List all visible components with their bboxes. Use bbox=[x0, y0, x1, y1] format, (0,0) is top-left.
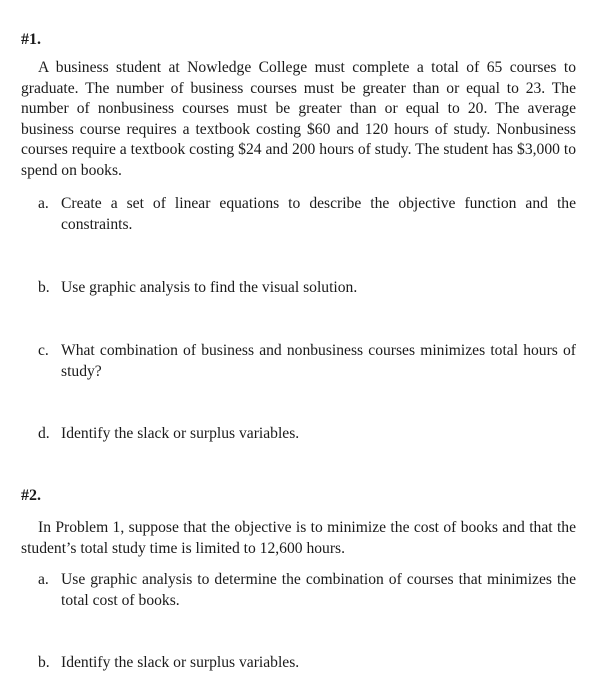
item-marker: d. bbox=[38, 425, 50, 442]
problem-2-item-b bbox=[38, 653, 576, 674]
item-text: Create a set of linear equations to describe the objective function and the constraints. bbox=[61, 195, 576, 233]
item-marker: c. bbox=[38, 342, 49, 359]
problem-2-item-a bbox=[38, 570, 576, 611]
item-text: Use graphic analysis to find the visual solution. bbox=[61, 279, 358, 296]
item-marker: b. bbox=[38, 279, 50, 296]
item-text: Identify the slack or surplus variables. bbox=[61, 654, 300, 671]
item-text: Use graphic analysis to determine the combination of courses that minimizes the total cost of books. bbox=[61, 571, 576, 609]
problem-1-heading: #1. bbox=[21, 31, 41, 48]
problem-1-item-c bbox=[38, 341, 576, 382]
item-text: What combination of business and nonbusiness courses minimizes total hours of study? bbox=[61, 342, 576, 380]
problem-1-item-a bbox=[38, 194, 576, 235]
item-marker: a. bbox=[38, 195, 49, 212]
item-marker: b. bbox=[38, 654, 50, 671]
problem-1-item-b bbox=[38, 278, 576, 299]
problem-2-intro: In Problem 1, suppose that the objective is to minimize the cost of books and that the student’s total study time is limited to 12,600 hours. bbox=[21, 519, 576, 557]
problem-1-item-d bbox=[38, 424, 576, 445]
problem-1-intro: A business student at Nowledge College must complete a total of 65 courses to graduate. The number of business courses must be greater than or equal to 23. The number of nonbusiness courses must be greater than or equal to 20. The average business course requires a textbook costing $60 and 120 hours of study. Nonbusiness courses require a textbook costing $24 and 200 hours of study. The student has $3,000 to spend on books. bbox=[21, 59, 576, 179]
item-marker: a. bbox=[38, 571, 49, 588]
item-text: Identify the slack or surplus variables. bbox=[61, 425, 300, 442]
problem-2-heading: #2. bbox=[21, 487, 41, 504]
